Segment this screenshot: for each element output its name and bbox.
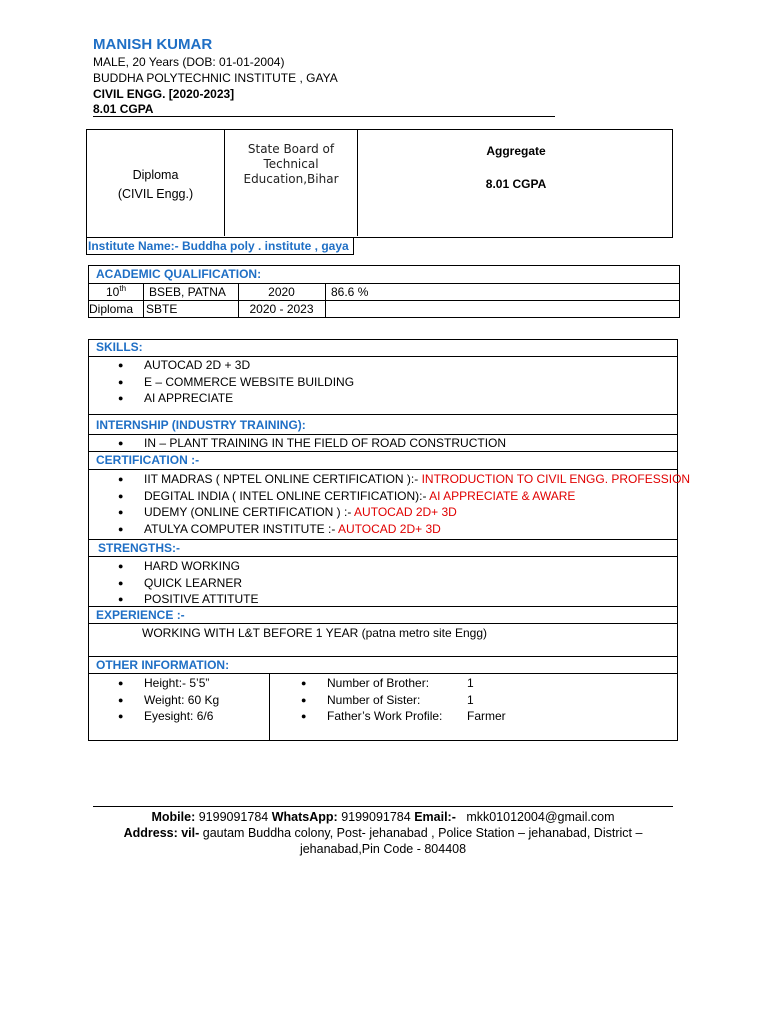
experience-text: WORKING WITH L&T BEFORE 1 YEAR (patna metro site Engg) [142,626,487,640]
academic-row-1-score: 86.6 % [331,285,369,299]
certification-list [118,471,690,537]
skill-item: ● AI APPRECIATE [118,390,354,407]
strengths-list [118,558,258,608]
summary-board: State Board of Technical Education,Bihar [243,142,339,186]
footer-contact: Mobile: 9199091784 WhatsApp: 9199091784 Email:- mkk01012004@gmail.com [151,810,615,824]
whatsapp-number[interactable]: 9199091784 [341,810,411,824]
other-info-item: ● Number of Sister: 1 [301,692,506,709]
certification-item: ● DEGITAL INDIA ( INTEL ONLINE CERTIFICATION):- AI APPRECIATE & AWARE [118,488,690,505]
summary-aggregate-label: Aggregate [486,144,546,158]
other-info-item: ● Weight: 60 Kg [118,692,219,709]
summary-board-cell [224,130,358,236]
skills-heading: SKILLS: [96,340,143,354]
summary-degree [87,166,224,204]
certification-item: ● ATULYA COMPUTER INSTITUTE :- AUTOCAD 2D+ 3D [118,521,690,538]
skills-list [118,357,354,407]
academic-row-2-year: 2020 - 2023 [249,302,314,316]
strengths-heading: STRENGTHS:- [98,541,180,555]
summary-table [86,129,673,238]
other-info-divider [269,673,270,740]
email-link[interactable]: mkk01012004@gmail.com [466,810,615,824]
academic-row-1-board: BSEB, PATNA [149,285,226,299]
candidate-name: MANISH KUMAR [93,36,213,53]
summary-aggregate-value: 8.01 CGPA [485,177,547,191]
certification-item: ● IIT MADRAS ( NPTEL ONLINE CERTIFICATION ):- INTRODUCTION TO CIVIL ENGG. PROFESSION [118,471,690,488]
academic-table [88,265,680,318]
academic-row-2-level: Diploma [89,302,134,316]
institute-name: Institute Name:- Buddha poly . institute , gaya [88,239,349,253]
academic-heading: ACADEMIC QUALIFICATION: [96,267,262,281]
footer-divider [93,806,673,807]
other-info-item: ● Number of Brother: 1 [301,675,506,692]
academic-row-1-level: 10th [105,284,127,299]
cgpa-line: 8.01 CGPA [93,102,154,116]
experience-heading: EXPERIENCE :- [96,608,185,622]
academic-row-1-year: 2020 [268,285,295,299]
institute-name-box [86,237,354,255]
internship-item: ● IN – PLANT TRAINING IN THE FIELD OF ROAD CONSTRUCTION [118,435,506,452]
other-info-item: ● Eyesight: 6/6 [118,708,219,725]
skill-item: ● E – COMMERCE WEBSITE BUILDING [118,374,354,391]
other-info-heading: OTHER INFORMATION: [96,658,230,672]
strength-item: ● HARD WORKING [118,558,258,575]
internship-list [118,435,506,452]
mobile-number[interactable]: 9199091784 [198,810,269,824]
summary-degree-branch: (CIVIL Engg.) [117,187,194,201]
institute-line: BUDDHA POLYTECHNIC INSTITUTE , GAYA [93,71,338,85]
strength-item: ● POSITIVE ATTITUTE [118,591,258,608]
strength-item: ● QUICK LEARNER [118,575,258,592]
academic-row-2-board: SBTE [146,302,178,316]
certification-item: ● UDEMY (ONLINE CERTIFICATION ) :- AUTOCAD 2D+ 3D [118,504,690,521]
footer-address: Address: vil- gautam Buddha colony, Post- jehanabad , Police Station – jehanabad, District – jehanabad,Pin Code - 804408 [123,826,643,856]
other-info-item: ● Height:- 5’5” [118,675,219,692]
personal-info: MALE, 20 Years (DOB: 01-01-2004) [93,55,285,69]
other-info-left-list [118,675,219,725]
course-line: CIVIL ENGG. [2020-2023] [93,87,235,101]
header-divider [93,116,555,117]
other-info-right-list [301,675,506,725]
internship-heading: INTERNSHIP (INDUSTRY TRAINING): [96,418,306,432]
other-info-item: ● Father’s Work Profile: Farmer [301,708,506,725]
certification-heading: CERTIFICATION :- [96,453,200,467]
skill-item: ● AUTOCAD 2D + 3D [118,357,354,374]
summary-degree-name: Diploma [132,168,179,182]
